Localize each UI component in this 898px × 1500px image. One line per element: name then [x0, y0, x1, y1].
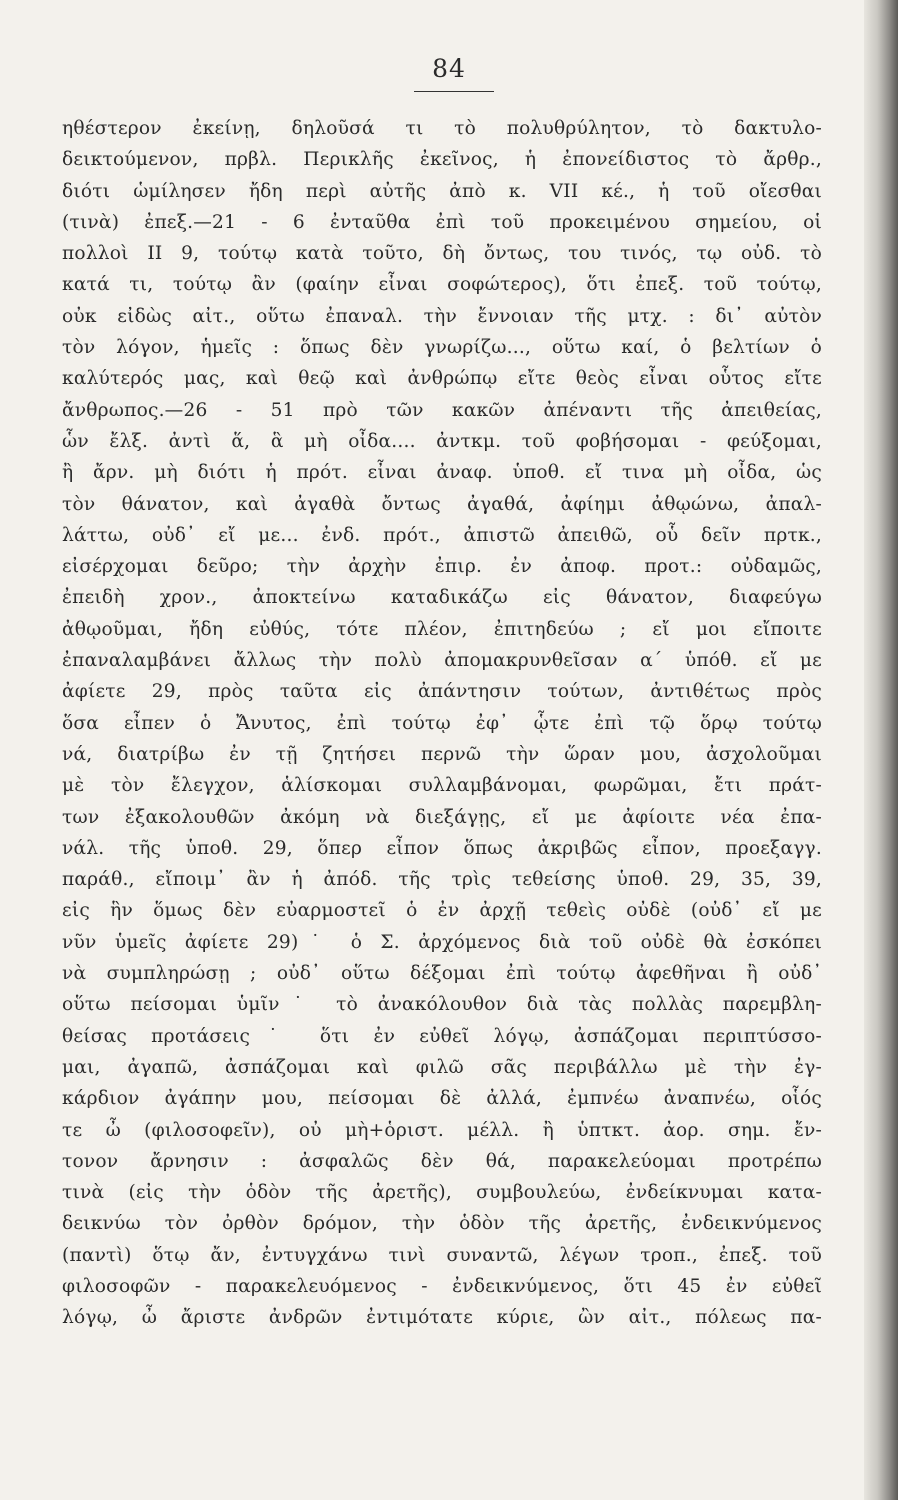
text-line: ἀφίετε 29, πρὸς ταῦτα εἰς ἀπάντησιν τούτων, ἀντιθέτως πρὸς [62, 681, 822, 703]
text-line: πολλοὶ II 9, τούτῳ κατὰ τοῦτο, δὴ ὄντως, του τινός, τῳ οὐδ. τὸ [62, 243, 822, 265]
text-line: ἀθῳοῦμαι, ἤδη εὐθύς, τότε πλέον, ἐπιτηδεύω ; εἴ μοι εἴποιτε [62, 618, 822, 640]
text-line: τινὰ (εἰς τὴν ὁδὸν τῆς ἀρετῆς), συμβουλεύω, ἐνδείκνυμαι κατα- [62, 1182, 822, 1204]
book-spine-shadow [864, 0, 898, 1500]
commentary-text [62, 113, 822, 1334]
text-line: παράθ., εἴποιμ᾿ ἂν ἡ ἀπόδ. τῆς τρὶς τεθείσης ὑποθ. 29, 35, 39, [62, 869, 822, 891]
text-line: (τινὰ) ἐπεξ.—21 - 6 ἐνταῦθα ἐπὶ τοῦ προκειμένου σημείου, οἱ [62, 211, 822, 233]
text-line: κατά τι, τούτῳ ἂν (φαίην εἶναι σοφώτερος), ὅτι ἐπεξ. τοῦ τούτῳ, [62, 274, 822, 296]
text-line: ὧν ἔλξ. ἀντὶ ἅ, ἃ μὴ οἶδα.... ἀντκμ. τοῦ φοβήσομαι - φεύξομαι, [62, 430, 822, 452]
page-number: 84 [432, 54, 466, 83]
text-line: λάττω, οὐδ᾿ εἴ με... ἐνδ. πρότ., ἀπιστῶ ἀπειθῶ, οὗ δεῖν πρτκ., [62, 524, 822, 546]
text-line: ἐπειδὴ χρον., ἀποκτείνω καταδικάζω εἰς θάνατον, διαφεύγω [62, 587, 822, 609]
text-line: δεικνύω τὸν ὀρθὸν δρόμον, τὴν ὁδὸν τῆς ἀρετῆς, ἐνδεικνύμενος [62, 1213, 822, 1235]
text-line: ἄνθρωπος.—26 - 51 πρὸ τῶν κακῶν ἀπέναντι τῆς ἀπειθείας, [62, 399, 822, 421]
text-line: ἢ ἄρν. μὴ διότι ἡ πρότ. εἶναι ἀναφ. ὑποθ. εἴ τινα μὴ οἶδα, ὡς [62, 462, 822, 484]
text-line: δεικτούμενον, πρβλ. Περικλῆς ἐκεῖνος, ἡ ἐπονείδιστος τὸ ἄρθρ., [62, 149, 822, 171]
text-line: οὕτω πείσομαι ὑμῖν˙ τὸ ἀνακόλουθον διὰ τὰς πολλὰς παρεμβλη- [62, 994, 822, 1016]
text-line: θείσας προτάσεις˙ ὅτι ἐν εὐθεῖ λόγῳ, ἀσπάζομαι περιπτύσσο- [62, 1025, 822, 1047]
text-line: νά, διατρίβω ἐν τῇ ζητήσει περνῶ τὴν ὥραν μου, ἀσχολοῦμαι [62, 743, 822, 765]
text-line: εἰσέρχομαι δεῦρο; τὴν ἀρχὴν ἐπιρ. ἐν ἀποφ. προτ.: οὐδαμῶς, [62, 556, 822, 578]
text-line: νῦν ὑμεῖς ἀφίετε 29)˙ ὁ Σ. ἀρχόμενος διὰ τοῦ οὐδὲ θὰ ἐσκόπει [62, 931, 822, 953]
text-line: κάρδιον ἀγάπην μου, πείσομαι δὲ ἀλλά, ἐμπνέω ἀναπνέω, οἷός [62, 1088, 822, 1110]
text-line: διότι ὡμίλησεν ἤδη περὶ αὐτῆς ἀπὸ κ. VII κέ., ἡ τοῦ οἴεσθαι [62, 180, 822, 202]
text-line: των ἐξακολουθῶν ἀκόμη νὰ διεξάγῃς, εἴ με ἀφίοιτε νέα ἐπα- [62, 806, 822, 828]
text-line: μὲ τὸν ἔλεγχον, ἁλίσκομαι συλλαμβάνομαι, φωρῶμαι, ἔτι πράτ- [62, 775, 822, 797]
text-line: τονον ἄρνησιν : ἀσφαλῶς δὲν θά, παρακελεύομαι προτρέπω [62, 1150, 822, 1172]
text-line: νὰ συμπληρώσῃ ; οὐδ᾿ οὕτω δέξομαι ἐπὶ τούτῳ ἀφεθῆναι ἢ οὐδ᾿ [62, 963, 822, 985]
text-line: νάλ. τῆς ὑποθ. 29, ὅπερ εἶπον ὅπως ἀκριβῶς εἶπον, προεξαγγ. [62, 837, 822, 859]
text-line: ὅσα εἶπεν ὁ Ἄνυτος, ἐπὶ τούτῳ ἐφ᾿ ᾧτε ἐπὶ τῷ ὅρῳ τούτῳ [62, 712, 822, 734]
page-number-rule [414, 91, 494, 92]
text-line: τε ὦ (φιλοσοφεῖν), οὐ μὴ+ὁριστ. μέλλ. ἢ ὑπτκτ. ἀορ. σημ. ἔν- [62, 1119, 822, 1141]
text-line: φιλοσοφῶν - παρακελευόμενος - ἐνδεικνύμενος, ὅτι 45 ἐν εὐθεῖ [62, 1275, 822, 1297]
text-line: οὐκ εἰδὼς αἰτ., οὕτω ἐπαναλ. τὴν ἔννοιαν τῆς μτχ. : δι᾿ αὐτὸν [62, 305, 822, 327]
text-line: καλύτερός μας, καὶ θεῷ καὶ ἀνθρώπῳ εἴτε θεὸς εἶναι οὗτος εἴτε [62, 368, 822, 390]
text-line: ἐπαναλαμβάνει ἄλλως τὴν πολὺ ἀπομακρυνθεῖσαν α΄ ὑπόθ. εἴ με [62, 650, 822, 672]
text-line: μαι, ἀγαπῶ, ἀσπάζομαι καὶ φιλῶ σᾶς περιβάλλω μὲ τὴν ἐγ- [62, 1056, 822, 1078]
text-line: τὸν θάνατον, καὶ ἀγαθὰ ὄντως ἀγαθά, ἀφίημι ἀθῳώνω, ἀπαλ- [62, 493, 822, 515]
text-line: λόγῳ, ὦ ἄριστε ἀνδρῶν ἐντιμότατε κύριε, ὢν αἰτ., πόλεως πα- [62, 1307, 822, 1329]
text-line: (παντὶ) ὅτῳ ἄν, ἐντυγχάνω τινὶ συναντῶ, λέγων τροπ., ἐπεξ. τοῦ [62, 1244, 822, 1266]
text-line: εἰς ἣν ὅμως δὲν εὐαρμοστεῖ ὁ ἐν ἀρχῇ τεθεὶς οὐδὲ (οὐδ᾿ εἴ με [62, 900, 822, 922]
text-line: τὸν λόγον, ἡμεῖς : ὅπως δὲν γνωρίζω..., οὕτω καί, ὁ βελτίων ὁ [62, 337, 822, 359]
text-line: ηθέστερον ἐκείνῃ, δηλοῦσά τι τὸ πολυθρύλητον, τὸ δακτυλο- [62, 118, 822, 139]
